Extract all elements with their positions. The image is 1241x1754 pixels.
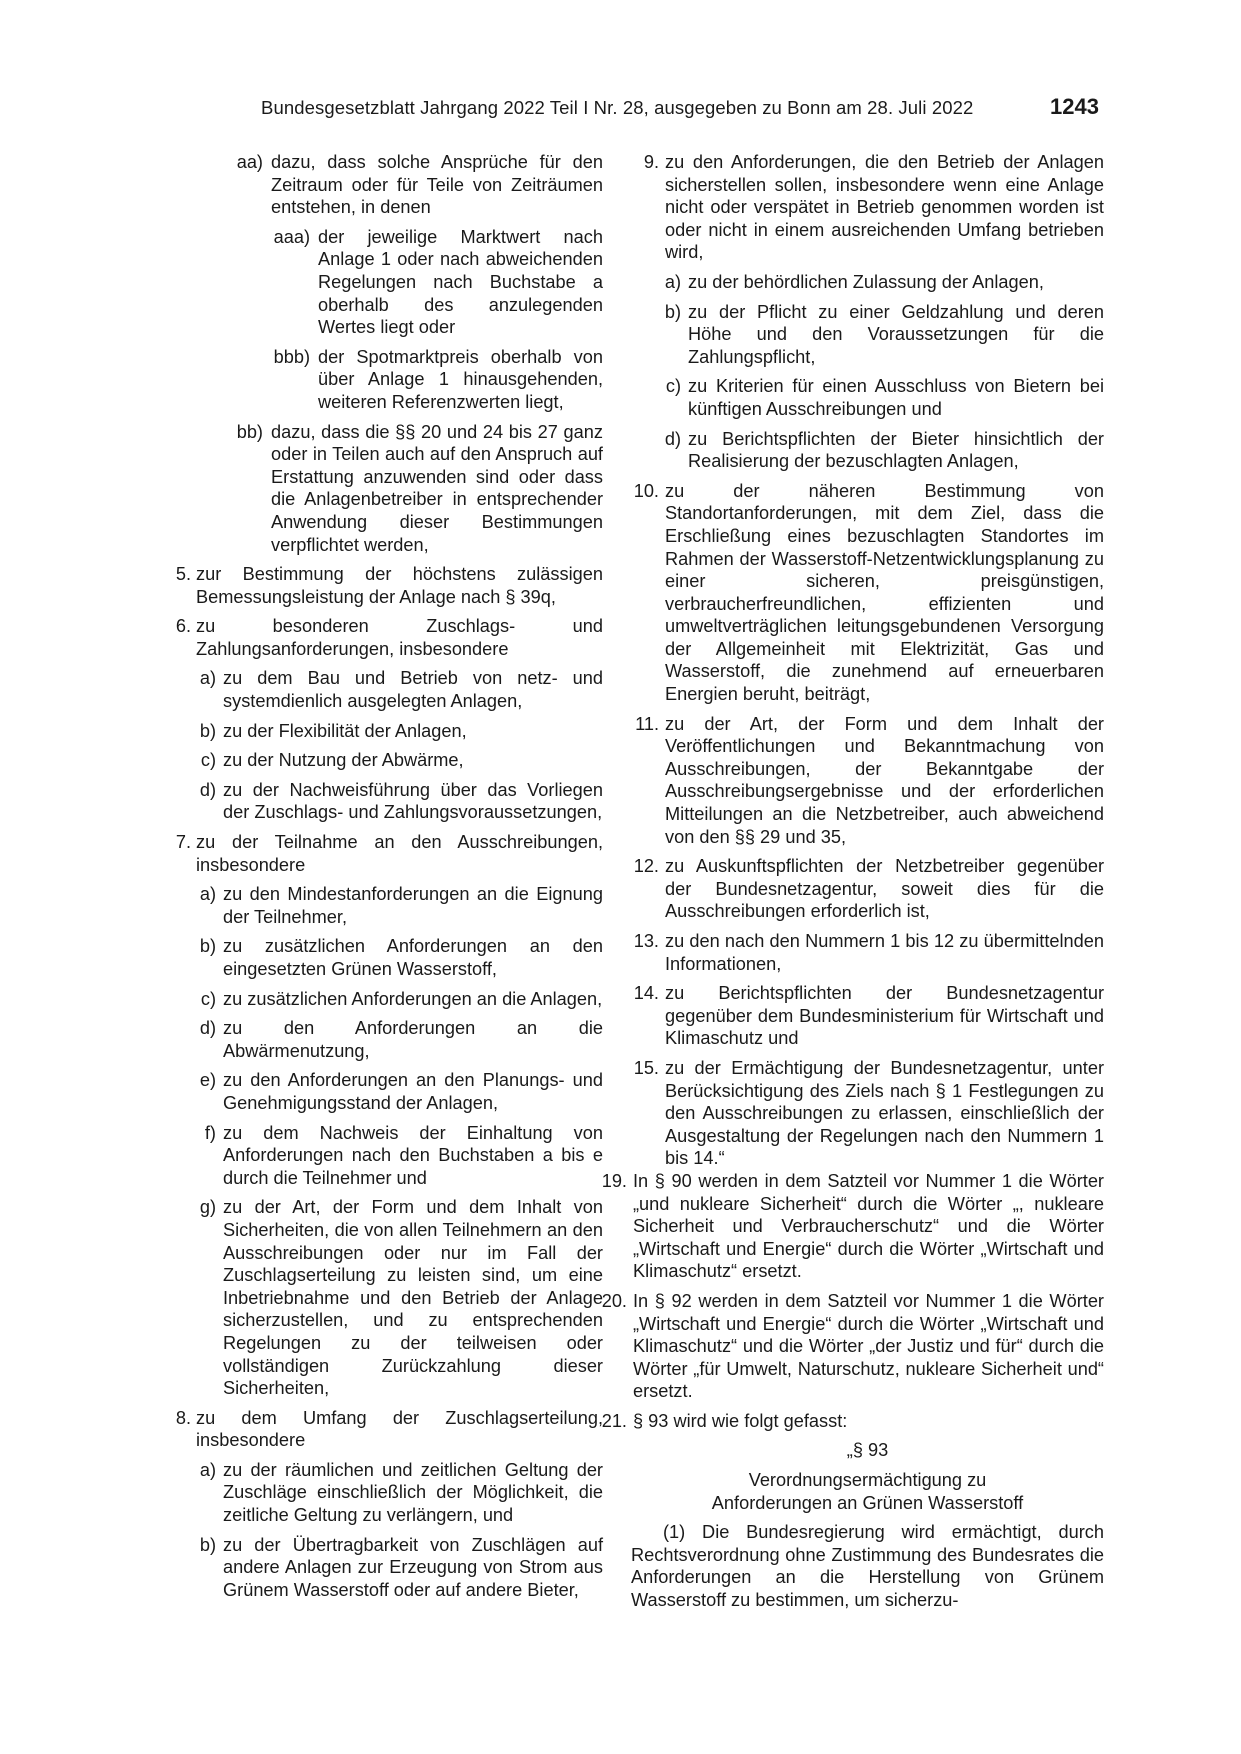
section-title-line-1: Verordnungsermächtigung zu [748, 1470, 987, 1491]
list-item-13: 13. zu den nach den Nummern 1 bis 12 zu übermittelnden Informationen, [633, 931, 1104, 974]
list-item-6b: b) zu der Flexibilität der Anlagen, [199, 720, 467, 741]
list-item-bb: bb) dazu, dass die §§ 20 und 24 bis 27 ganz oder in Teilen auch auf den Anspruch auf Erstattung anzuwenden sind oder dass die Anlagenbetreiber in entsprechender Anwendung dieser Bestimmungen verpflichtet werden, [236, 421, 603, 555]
list-item-14: 14. zu Berichtspflichten der Bundesnetzagentur gegenüber dem Bundesministerium für Wirtschaft und Klimaschutz und [633, 983, 1104, 1049]
list-item-6d: d) zu der Nachweisführung über das Vorliegen der Zuschlags- und Zahlungsvoraussetzungen, [199, 779, 603, 823]
gazette-title: Bundesgesetzblatt Jahrgang 2022 Teil I Nr. 28, ausgegeben zu Bonn am 28. Juli 2022 [261, 97, 974, 118]
list-item-7b: b) zu zusätzlichen Anforderungen an den eingesetzten Grünen Wasserstoff, [199, 936, 603, 979]
left-column [171, 151, 603, 1601]
list-item-7: 7. zu der Teilnahme an den Ausschreibungen, insbesondere [175, 832, 603, 875]
amendment-20: 20. In § 92 werden in dem Satzteil vor Nummer 1 die Wörter „Wirtschaft und Energie“ durch die Wörter „Wirtschaft und Klimaschutz“ und die Wörter „der Justiz und für“ durch die Wörter „für Umwelt, Naturschutz, nukleare Sicherheit und“ ersetzt. [601, 1290, 1104, 1402]
page-header [0, 94, 1241, 127]
section-number: „§ 93 [846, 1440, 889, 1461]
list-item-7f: f) zu dem Nachweis der Einhaltung von Anforderungen nach den Buchstaben a bis e durch die Teilnehmer und [204, 1122, 603, 1188]
list-item-11: 11. zu der Art, der Form und dem Inhalt der Veröffentlichungen und Bekanntmachung von Ausschreibungen, der Bekanntgabe der Ausschreibungsergebnisse und der erforderlichen Mitteilungen an die Netzbetreiber, auch abweichend von den §§ 29 und 35, [635, 713, 1104, 847]
list-item-6: 6. zu besonderen Zuschlags- und Zahlungsanforderungen, insbesondere [175, 616, 603, 659]
amendment-21: 21. § 93 wird wie folgt gefasst: [601, 1410, 848, 1431]
list-item-9: 9. zu den Anforderungen, die den Betrieb der Anlagen sicherstellen sollen, insbesondere wenn eine Anlage nicht oder verspätet in Betrieb genommen worden ist oder nicht in einem ausreichenden Umfang betrieben wird, [643, 152, 1104, 263]
page-number: 1243 [1050, 94, 1099, 119]
list-item-8: 8. zu dem Umfang der Zuschlagserteilung, insbesondere [175, 1407, 603, 1451]
list-item-7e: e) zu den Anforderungen an den Planungs- und Genehmigungsstand der Anlagen, [199, 1070, 603, 1113]
list-item-7g: g) zu der Art, der Form und dem Inhalt von Sicherheiten, die von allen Teilnehmern an den Ausschreibungen oder nur im Fall der Zuschlagserteilung zu leisten sind, um eine Inbetriebnahme und den Betrieb der Anlage sicherzustellen, und zu entsprechenden Regelungen zu der teilweisen oder vollständigen Zurückzahlung dieser Sicherheiten, [199, 1197, 603, 1399]
list-item-15: 15. zu der Ermächtigung der Bundesnetzagentur, unter Berücksichtigung des Ziels nach § 1 Festlegungen zu den Ausschreibungen zu erlassen, einschließlich der Ausgestaltung der Regelungen nach den Nummern 1 bis 14.“ [633, 1057, 1104, 1169]
list-item-aa: aa) dazu, dass solche Ansprüche für den Zeitraum oder für Teile von Zeiträumen entstehen, in denen [236, 152, 603, 218]
list-item-5: 5. zur Bestimmung der höchstens zulässigen Bemessungsleistung der Anlage nach § 39q, [175, 564, 603, 607]
list-item-6c: c) zu der Nutzung der Abwärme, [200, 750, 464, 771]
right-column [601, 151, 1104, 1612]
list-item-9b: b) zu der Pflicht zu einer Geldzahlung und deren Höhe und den Voraussetzungen für die Zahlungspflicht, [664, 301, 1104, 367]
list-item-7c: c) zu zusätzlichen Anforderungen an die Anlagen, [200, 988, 603, 1009]
amendment-19: 19. In § 90 werden in dem Satzteil vor Nummer 1 die Wörter „und nukleare Sicherheit“ durch die Wörter „, nukleare Sicherheit und Verbraucherschutz“ und die Wörter „Wirtschaft und Energie“ durch die Wörter „Wirtschaft und Klimaschutz“ ersetzt. [601, 1170, 1104, 1282]
section-title-line-2: Anforderungen an Grünen Wasserstoff [711, 1492, 1024, 1513]
list-item-6a: a) zu dem Bau und Betrieb von netz- und systemdienlich ausgelegten Anlagen, [199, 668, 603, 712]
section-paragraph-1: (1) Die Bundesregierung wird ermächtigt, durch Rechtsverordnung ohne Zustimmung des Bundesrates die Anforderungen an die Herstellung von Grünem Wasserstoff zu bestimmen, um sicherzu- [631, 1522, 1104, 1611]
list-item-7a: a) zu den Mindestanforderungen an die Eignung der Teilnehmer, [199, 884, 603, 927]
list-item-7d: d) zu den Anforderungen an die Abwärmenutzung, [199, 1018, 603, 1061]
list-item-12: 12. zu Auskunftspflichten der Netzbetreiber gegenüber der Bundesnetzagentur, soweit dies für die Ausschreibungen erforderlich ist, [633, 856, 1104, 922]
list-item-9c: c) zu Kriterien für einen Ausschluss von Bietern bei künftigen Ausschreibungen und [665, 376, 1104, 419]
list-item-bbb: bbb) der Spotmarktpreis oberhalb von über Anlage 1 hinausgehenden, weiteren Referenzwerten liegt, [273, 346, 603, 412]
list-item-9d: d) zu Berichtspflichten der Bieter hinsichtlich der Realisierung der bezuschlagten Anlagen, [664, 428, 1104, 472]
list-item-9a: a) zu der behördlichen Zulassung der Anlagen, [664, 271, 1044, 292]
list-item-aaa: aaa) der jeweilige Marktwert nach Anlage 1 oder nach abweichenden Regelungen nach Buchstabe a oberhalb des anzulegenden Wertes liegt oder [273, 226, 603, 338]
list-item-8b: b) zu der Übertragbarkeit von Zuschlägen auf andere Anlagen zur Erzeugung von Strom aus Grünem Wasserstoff oder auf andere Bieter, [199, 1534, 603, 1600]
list-item-8a: a) zu der räumlichen und zeitlichen Geltung der Zuschläge einschließlich der Möglichkeit, die zeitliche Geltung zu verlängern, und [199, 1459, 603, 1526]
list-item-10: 10. zu der näheren Bestimmung von Standortanforderungen, mit dem Ziel, dass die Erschließung eines bezuschlagten Standortes im Rahmen der Wasserstoff-Netzentwicklungsplanung zu einer sicheren, preisgünstigen, verbraucherfreundlichen, effizienten und umweltverträglichen leitungsgebundenen Versorgung der Allgemeinheit mit Elektrizität, Gas und Wasserstoff, die zunehmend auf erneuerbaren Energien beruht, beiträgt, [633, 480, 1104, 705]
